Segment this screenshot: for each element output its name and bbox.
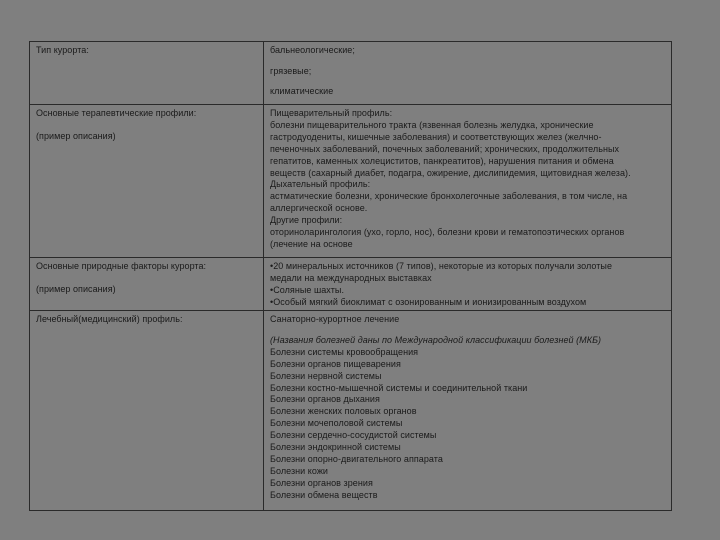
label-text: Лечебный(медицинский) профиль: — [36, 314, 183, 324]
value-line: медали на международных выставках — [270, 272, 432, 283]
table-row-therapeutic-profiles — [30, 105, 672, 258]
value-line: •Особый мягкий биоклимат с озонированным и ионизированным воздухом — [270, 296, 587, 307]
value-line: грязевые; — [270, 65, 312, 76]
label-text: Тип курорта: — [36, 45, 89, 55]
row-label — [30, 42, 264, 105]
row-label — [30, 311, 264, 511]
value-line: Болезни органов дыхания — [270, 394, 380, 405]
resort-info-table — [29, 41, 672, 511]
value-line: бальнеологические; — [270, 45, 355, 55]
value-heading: Санаторно-курортное лечение — [270, 314, 400, 324]
value-line: Болезни органов зрения — [270, 477, 373, 488]
label-note: (пример описания) — [36, 283, 116, 294]
row-value — [264, 42, 672, 105]
label-text: Основные терапевтические профили: — [36, 108, 197, 118]
value-line: Болезни сердечно-сосудистой системы — [270, 430, 437, 441]
value-line: Болезни костно-мышечной системы и соединительной ткани — [270, 382, 528, 393]
value-line: оториноларингология (ухо, горло, нос), болезни крови и гематопоэтических органов — [270, 227, 625, 238]
value-line: гепатитов, каменных холециститов, панкреатитов), нарушения питания и обмена — [270, 155, 614, 166]
value-line: климатические — [270, 86, 334, 97]
row-value — [264, 105, 672, 258]
row-label — [30, 258, 264, 311]
table-row-natural-factors — [30, 258, 672, 311]
value-line: Болезни женских половых органов — [270, 406, 417, 417]
value-line: •Соляные шахты. — [270, 284, 344, 295]
table-row-medical-profile — [30, 311, 672, 511]
value-line: астматические болезни, хронические бронхолегочные заболевания, в том числе, на — [270, 191, 628, 202]
row-label — [30, 105, 264, 258]
value-note: (Названия болезней даны по Международной классификации болезней (МКБ) — [270, 334, 602, 345]
value-line: Болезни органов пищеварения — [270, 358, 401, 369]
label-note: (пример описания) — [36, 130, 116, 141]
value-line: (лечение на основе — [270, 238, 353, 249]
value-line: аллергической основе. — [270, 203, 368, 214]
value-line: Пищеварительный профиль: — [270, 108, 393, 118]
value-line: болезни пищеварительного тракта (язвенная болезнь желудка, хронические — [270, 119, 594, 130]
value-line: Болезни нервной системы — [270, 370, 382, 381]
value-line: Дыхательный профиль: — [270, 179, 371, 190]
value-line: Другие профили: — [270, 215, 343, 226]
value-line: веществ (сахарный диабет, подагра, ожирение, дислипидемия, щитовидная железа). — [270, 167, 631, 178]
row-value — [264, 311, 672, 511]
label-text: Основные природные факторы курорта: — [36, 261, 207, 271]
value-line: Болезни кожи — [270, 465, 328, 476]
value-line: Болезни обмена веществ — [270, 489, 378, 500]
value-line: печеночных заболеваний, почечных заболеваний; хронических, продолжительных — [270, 143, 620, 154]
spacer — [270, 326, 665, 335]
value-line: Болезни эндокринной системы — [270, 442, 401, 453]
value-line: Болезни опорно-двигательного аппарата — [270, 453, 443, 464]
table-row-resort-type — [30, 42, 672, 105]
row-value — [264, 258, 672, 311]
value-line: Болезни мочеполовой системы — [270, 418, 403, 429]
value-line: гастродуодениты, кишечные заболевания) и соответствующих желез (желчно- — [270, 131, 602, 142]
value-line: Болезни системы кровообращения — [270, 346, 419, 357]
value-line: •20 минеральных источников (7 типов), некоторые из которых получали золотые — [270, 261, 612, 271]
